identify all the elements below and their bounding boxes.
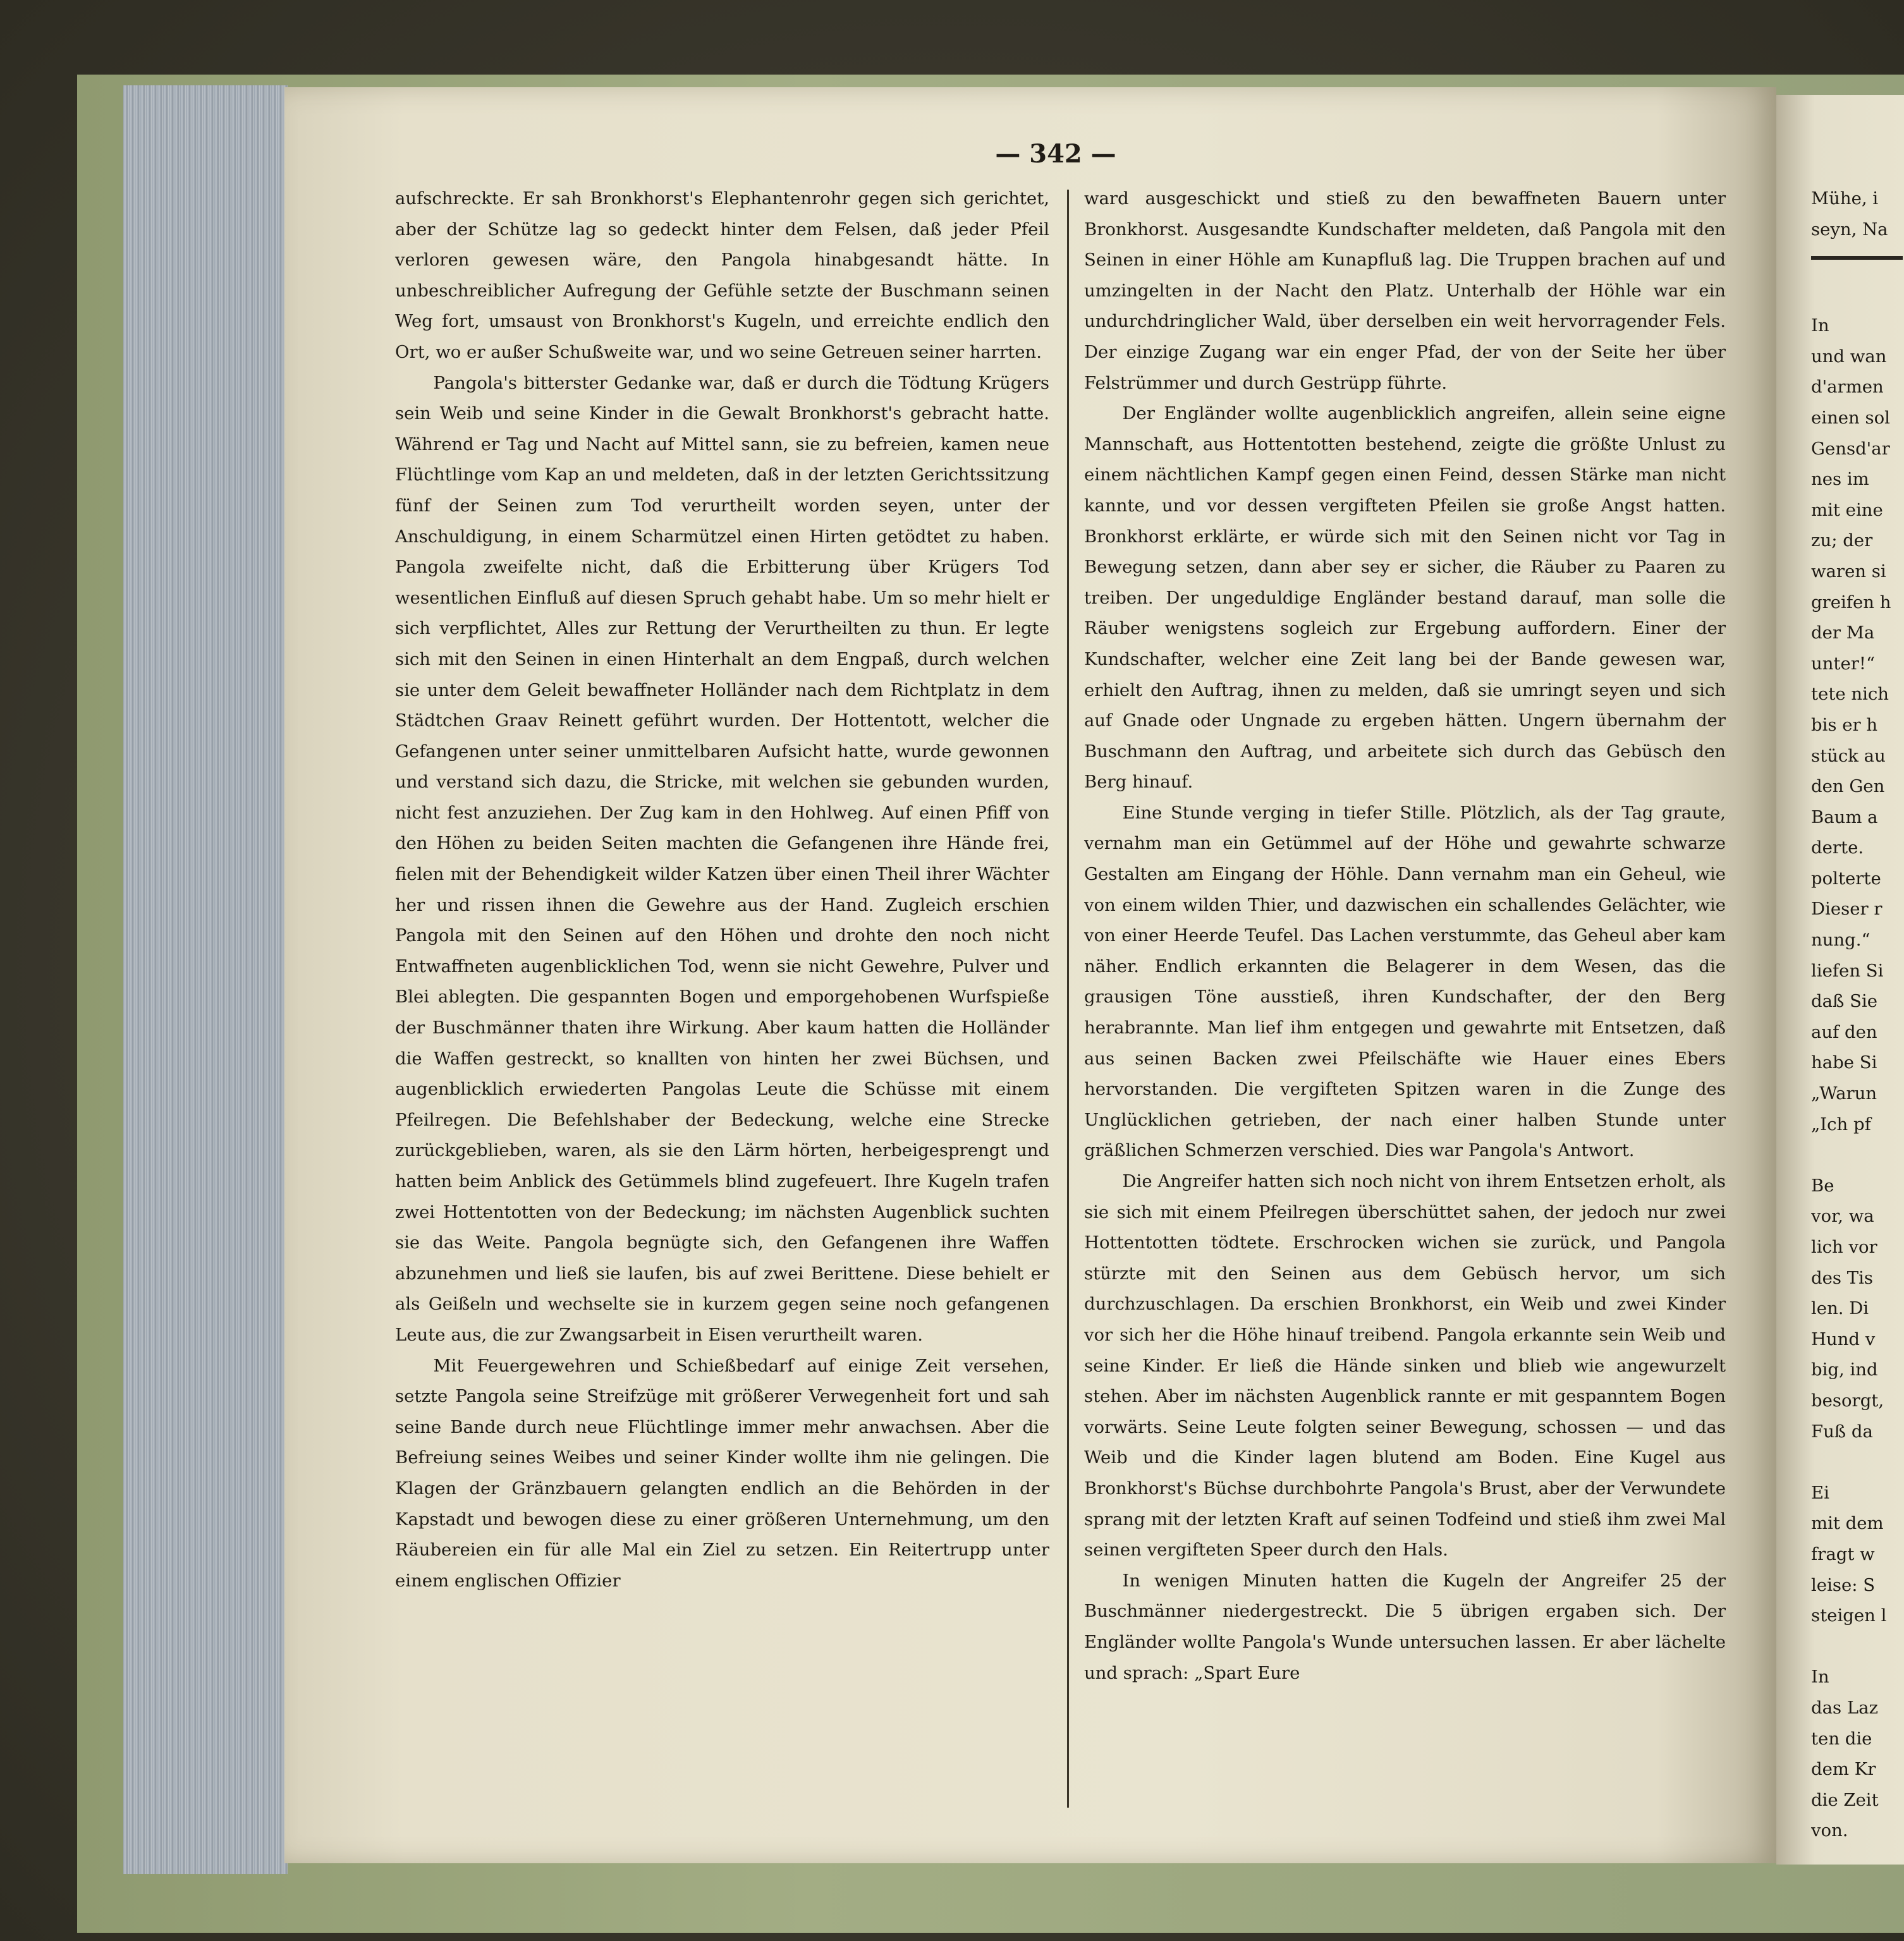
paragraph: Pangola's bitterster Gedanke war, daß er durch die Tödtung Krügers sein Weib und seine Kinder in die Gewalt Bronkhorst's gebracht hatte. Während er Tag und Nacht auf Mittel sann, sie zu befreien, kamen neue Flüchtlinge vom Kap an und meldeten, daß in der letzten Gerichtssitzung fünf der Seinen zum Tod verurtheilt worden seyen, unter der Anschuldigung, in einem Scharmützel einen Hirten getödtet zu haben. Pangola zweifelte nicht, daß die Erbitterung über Krügers Tod wesentlichen Einfluß auf diesen Spruch gehabt habe. Um so mehr hielt er sich verpflichtet, Alles zur Rettung der Verurtheilten zu thun. Er legte sich mit den Seinen in einen Hinterhalt an dem Engpaß, durch welchen sie unter dem Geleit bewaffneter Holländer nach dem Richtplatz in dem Städtchen Graav Reinett geführt wurden. Der Hottentott, welcher die Gefangenen unter seiner unmittelbaren Aufsicht hatte, wurde gewonnen und verstand sich dazu, die Stricke, mit welchen sie gebunden wurden, nicht fest anzuziehen. Der Zug kam in den Hohlweg. Auf einen Pfiff von den Höhen zu beiden Seiten machten die Gefangenen ihre Hände frei, fielen mit der Behendigkeit wilder Katzen über einen Theil ihrer Wächter her und rissen ihnen die Gewehre aus der Hand. Zugleich erschien Pangola mit den Seinen auf den Höhen und drohte den noch nicht Entwaffneten augenblicklichen Tod, wenn sie nicht Gewehre, Pulver und Blei ablegten. Die gespannten Bogen und emporgehobenen Wurfspieße der Buschmänner thaten ihre Wirkung. Aber kaum hatten die Holländer die Waffen gestreckt, so knallten von hinten her zwei Büchsen, und augenblicklich erwiederten Pangolas Leute die Schüsse mit einem Pfeilregen. Die Befehlshaber der Bedeckung, welche eine Strecke zurückgeblieben, waren, als sie den Lärm hörten, herbeigesprengt und hatten beim Anblick des Getümmels blind zugefeuert. Ihre Kugeln trafen zwei Hottentotten von der Bedeckung; im nächsten Augenblick suchten sie das Weite. Pangola begnügte sich, den Gefangenen ihre Waffen abzunehmen und ließ sie laufen, bis auf zwei Berittene. Diese behielt er als Geißeln und wechselte sie in kurzem gegen seine noch gefangenen Leute aus, die zur Zwangsarbeit in Eisen verurtheilt waren. (395, 372, 1049, 1345)
paragraph: Der Engländer wollte augenblicklich angreifen, allein seine eigne Mannschaft, aus Hottentotten bestehend, zeigte die größte Unlust zu einem nächtlichen Kampf gegen einen Feind, dessen Stärke man nicht kannte, und vor dessen vergifteten Pfeilen sie große Angst hatten. Bronkhorst erklärte, er würde sich mit den Seinen nicht vor Tag in Bewegung setzen, dann aber sey er sicher, die Räuber zu Paaren zu treiben. Der ungeduldige Engländer bestand darauf, man solle die Räuber wenigstens sogleich zur Ergebung auffordern. Einer der Kundschafter, welcher eine Zeit lang bei der Bande gewesen war, erhielt den Auftrag, ihnen zu melden, daß sie umringt seyen und sich auf Gnade oder Ungnade zu ergeben hätten. Ungern übernahm der Buschmann den Auftrag, und arbeitete sich durch das Gebüsch den Berg hinauf. (1084, 403, 1726, 793)
fragment-line: Mühe, i (1811, 188, 1879, 209)
left-column (395, 183, 1049, 1596)
fragment-line: von. (1811, 1820, 1848, 1841)
fragment-line: vor, wa (1811, 1206, 1874, 1227)
fragment-line: Dieser r (1811, 899, 1883, 920)
fragment-line: fragt w (1811, 1543, 1875, 1564)
fragment-line: und wan (1811, 346, 1887, 367)
fragment-line: nung.“ (1811, 930, 1870, 951)
fragment-line: leise: S (1811, 1574, 1876, 1595)
section-rule (1811, 256, 1903, 260)
fragment-line: Ei (1811, 1482, 1829, 1503)
column-divider (1067, 190, 1069, 1808)
paragraph: Die Angreifer hatten sich noch nicht von ihrem Entsetzen erholt, als sie sich mit einem Pfeilregen überschüttet sahen, der jedoch nur zwei Hottentotten tödtete. Erschrocken wichen sie zurück, und Pangola stürzte mit den Seinen aus dem Gebüsch hervor, um sich durchzuschlagen. Da erschien Bronkhorst, ein Weib und zwei Kinder vor sich her die Höhe hinauf treibend. Pangola erkannte sein Weib und seine Kinder. Er ließ die Hände sinken und blieb wie angewurzelt stehen. Aber im nächsten Augenblick rannte er mit gespanntem Bogen vorwärts. Seine Leute folgten seiner Bewegung, schossen — und das Weib und die Kinder lagen blutend am Boden. Eine Kugel aus Bronkhorst's Büchse durchbohrte Pangola's Brust, aber der Verwundete sprang mit der letzten Kraft auf seinen Todfeind und stieß ihm zwei Mal seinen vergifteten Speer durch den Hals. (1084, 1171, 1726, 1561)
fragment-line: lich vor (1811, 1237, 1877, 1257)
fragment-line: d'armen (1811, 377, 1884, 398)
fragment-line: In (1811, 1667, 1829, 1688)
fragment-line: „Ich pf (1811, 1114, 1871, 1135)
fragment-line: besorgt, (1811, 1390, 1884, 1411)
fragment-line: big, ind (1811, 1360, 1878, 1380)
fragment-line: daß Sie (1811, 991, 1878, 1012)
fragment-line: len. Di (1811, 1298, 1869, 1319)
fragment-line: ten die (1811, 1728, 1872, 1749)
fragment-line (1811, 1140, 1903, 1171)
page-number: — 342 — (995, 139, 1116, 169)
fragment-line: habe Si (1811, 1052, 1877, 1073)
fragment-line: polterte (1811, 868, 1881, 889)
fragment-line: auf den (1811, 1021, 1877, 1042)
fragment-line (1811, 1631, 1903, 1662)
fragment-line: seyn, Na (1811, 219, 1888, 240)
fragment-line (1811, 1447, 1903, 1478)
fragment-line: die Zeit (1811, 1789, 1879, 1810)
facing-page-text (1811, 183, 1903, 1846)
fragment-line: das Laz (1811, 1697, 1878, 1718)
fragment-line: In (1811, 315, 1829, 336)
fragment-line: waren si (1811, 561, 1886, 581)
fragment-line: des Tis (1811, 1267, 1873, 1288)
fragment-line: Hund v (1811, 1329, 1876, 1349)
fragment-line: Baum a (1811, 806, 1878, 827)
fragment-line: zu; der (1811, 530, 1873, 551)
fragment-line: unter!“ (1811, 653, 1876, 674)
fragment-line: Gensd'ar (1811, 438, 1890, 459)
fragment-line: einen sol (1811, 407, 1890, 428)
fragment-line: der Ma (1811, 623, 1875, 643)
page-edges (123, 85, 288, 1874)
fragment-line: derte. (1811, 837, 1864, 858)
paragraph: Mit Feuergewehren und Schießbedarf auf einige Zeit versehen, setzte Pangola seine Streifzüge mit größerer Verwegenheit fort und sah seine Bande durch neue Flüchtlinge immer mehr anwachsen. Aber die Befreiung seines Weibes und seiner Kinder wollte ihm nie gelingen. Die Klagen der Gränzbauern gelangten endlich an die Behörden in der Kapstadt und bewogen diese zu einer größeren Unternehmung, um den Räubereien ein für alle Mal ein Ziel zu setzen. Ein Reitertrupp unter einem englischen Offizier (395, 1355, 1049, 1591)
fragment-line: stück au (1811, 745, 1886, 766)
fragment-line: „Warun (1811, 1083, 1877, 1104)
fragment-line: dem Kr (1811, 1759, 1876, 1780)
fragment-line: steigen l (1811, 1605, 1887, 1626)
paragraph: aufschreckte. Er sah Bronkhorst's Elephantenrohr gegen sich gerichtet, aber der Schütze lag so gedeckt hinter dem Felsen, daß jeder Pfeil verloren gewesen wäre, den Pangola hinabgesandt hätte. In unbeschreiblicher Aufregung der Gefühle setzte der Buschmann seinen Weg fort, umsaust von Bronkhorst's Kugeln, und erreichte endlich den Ort, wo er außer Schußweite war, und wo seine Getreuen seiner harrten. (395, 188, 1049, 362)
fragment-line: mit dem (1811, 1513, 1884, 1534)
paragraph: Eine Stunde verging in tiefer Stille. Plötzlich, als der Tag graute, vernahm man ein Getümmel auf der Höhe und gewahrte schwarze Gestalten am Eingang der Höhle. Dann vernahm man ein Geheul, wie von einem wilden Thier, und dazwischen ein schallendes Gelächter, wie von einer Heerde Teufel. Das Lachen verstummte, das Geheul aber kam näher. Endlich erkannten die Belagerer in dem Wesen, das die grausigen Töne ausstieß, ihren Kundschafter, der den Berg herabrannte. Man lief ihm entgegen und gewahrte mit Entsetzen, daß aus seinen Backen zwei Pfeilschäfte wie Hauer eines Ebers hervorstanden. Die vergifteten Spitzen waren in die Zunge des Unglücklichen getrieben, der nach einer halben Stunde unter gräßlichen Schmerzen verschied. Dies war Pangola's Antwort. (1084, 802, 1726, 1161)
fragment-line: Fuß da (1811, 1421, 1873, 1442)
fragment-line: Be (1811, 1175, 1834, 1196)
middle-column (1084, 183, 1726, 1688)
paragraph: In wenigen Minuten hatten die Kugeln der Angreifer 25 der Buschmänner niedergestreckt. Die 5 übrigen ergaben sich. Der Engländer wollte Pangola's Wunde untersuchen lassen. Er aber lächelte und sprach: „Spart Eure (1084, 1570, 1726, 1683)
fragment-line: bis er h (1811, 714, 1878, 735)
paragraph: ward ausgeschickt und stieß zu den bewaffneten Bauern unter Bronkhorst. Ausgesandte Kundschafter meldeten, daß Pangola mit den Seinen in einer Höhle am Kunapfluß lag. Die Truppen brachen auf und umzingelten in der Nacht den Platz. Unterhalb der Höhle war ein undurchdringlicher Wald, über derselben ein weit hervorragender Fels. Der einzige Zugang war ein enger Pfad, der von der Seite her über Felstrümmer und durch Gestrüpp führte. (1084, 188, 1726, 393)
fragment-line: mit eine (1811, 499, 1883, 520)
fragment-line: greifen h (1811, 592, 1891, 612)
fragment-line: den Gen (1811, 776, 1885, 797)
fragment-line: liefen Si (1811, 960, 1884, 981)
fragment-line: nes im (1811, 469, 1869, 490)
fragment-line: tete nich (1811, 684, 1889, 705)
